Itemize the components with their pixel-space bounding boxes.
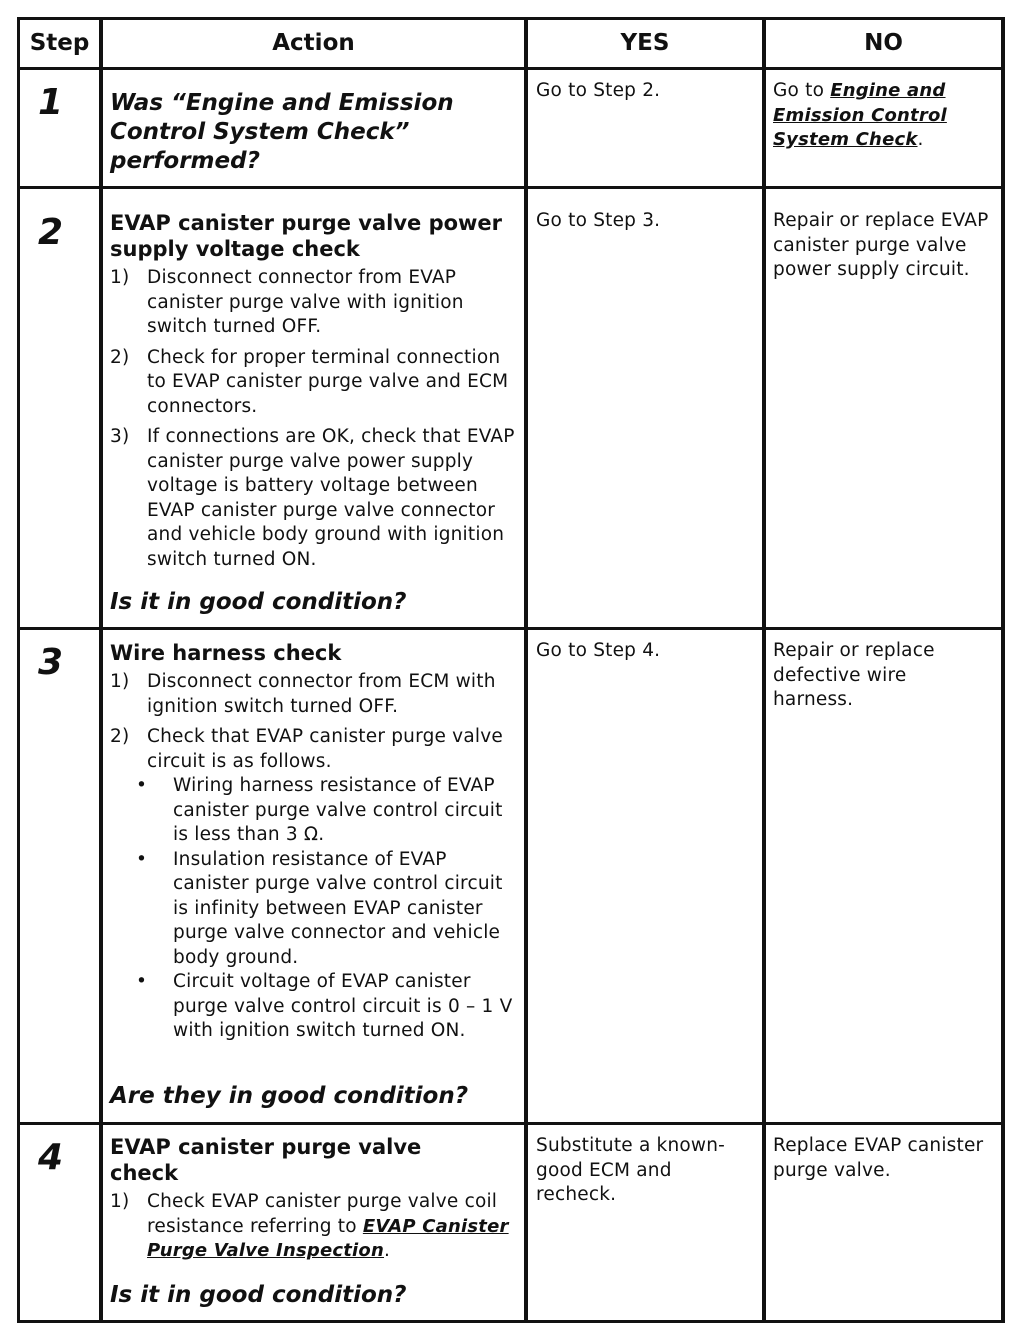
step-number-2: 2 [38,212,64,253]
step-1-yes: Go to Step 2. [536,80,661,101]
list-item: 1) Check EVAP canister purge valve coil resistance referring to EVAP Canister Purge Valve Inspection. [110,1191,509,1261]
step-1-question: Was “Engine and Emission Control System Check” performed? [110,90,454,174]
step-2-action [110,210,515,578]
list-item: 2) Check for proper terminal connection to EVAP canister purge valve and ECM connectors. [110,346,509,417]
header-step: Step [29,30,90,56]
step-number-1: 1 [38,82,64,123]
step-1-no-suffix: . [917,129,924,150]
row-divider-2 [17,627,1005,630]
header-action: Action [272,30,355,56]
step-4-no: Replace EVAP canister purge valve. [773,1135,984,1181]
header-no: NO [864,30,903,56]
step-4-list [110,1190,515,1264]
col-divider-yes [762,17,766,1323]
engine-emission-check-link[interactable]: Engine and Emission Control System Check [773,80,947,150]
step-3-bullets [136,774,515,1044]
header-divider [17,67,1005,70]
list-item: • Circuit voltage of EVAP canister purge valve control circuit is 0 – 1 V with ignition switch turned ON. [136,971,513,1041]
evap-purge-valve-inspection-link[interactable]: EVAP Canister Purge Valve Inspection [147,1215,509,1261]
list-item: 3) If connections are OK, check that EVAP canister purge valve power supply voltage is battery voltage between EVAP canister purge valve connector and vehicle body ground with ignition switch turned ON. [110,426,515,570]
step-3-question: Are they in good condition? [110,1083,469,1109]
step-3-list [110,670,515,1044]
list-item: • Wiring harness resistance of EVAP canister purge valve control circuit is less than 3 Ω. [136,775,503,845]
list-item: 2) Check that EVAP canister purge valve circuit is as follows. • Wiring harness resistance of EVAP canister purge valve control circuit is less than 3 Ω. • Insulation resistance of EVAP canister purge valve control circuit is infinity between EVAP canister purge valve connector and vehicle body ground. • Circuit voltage of EVAP canister purge valve control circuit is 0 – 1 V with ignition switch turned ON. [110,725,515,1044]
table-border-right [1001,17,1005,1323]
step-number-3: 3 [38,642,64,683]
header-yes: YES [620,30,670,56]
list-item: 1) Disconnect connector from EVAP canister purge valve with ignition switch turned OFF. [110,267,464,337]
col-divider-action [524,17,528,1323]
step-2-question: Is it in good condition? [110,589,407,615]
step-1-no-prefix: Go to [773,80,831,101]
step-2-title: EVAP canister purge valve power supply voltage check [110,211,503,261]
step-number-4: 4 [38,1137,64,1178]
col-divider-step [99,17,103,1323]
step-4-action [110,1134,515,1270]
step-2-no: Repair or replace EVAP canister purge valve power supply circuit. [773,210,989,280]
row-divider-1 [17,186,1005,189]
step-3-yes: Go to Step 4. [536,640,661,661]
table-border-left [17,17,20,1323]
step-2-yes: Go to Step 3. [536,210,661,231]
table-border-top [17,17,1005,20]
table-border-bottom [17,1320,1005,1323]
step-4-question: Is it in good condition? [110,1282,407,1308]
step-2-list [110,266,515,572]
step-1-no [773,79,995,153]
step-4-yes: Substitute a known-good ECM and recheck. [536,1135,726,1205]
step-3-title: Wire harness check [110,641,342,665]
step-4-title: EVAP canister purge valve check [110,1135,422,1185]
step-3-no: Repair or replace defective wire harness. [773,640,935,710]
step-3-action [110,640,515,1044]
row-divider-3 [17,1122,1005,1125]
list-item: 1) Disconnect connector from ECM with ignition switch turned OFF. [110,671,496,717]
list-item: • Insulation resistance of EVAP canister purge valve control circuit is infinity between EVAP canister purge valve connector and vehicle body ground. [136,848,503,968]
